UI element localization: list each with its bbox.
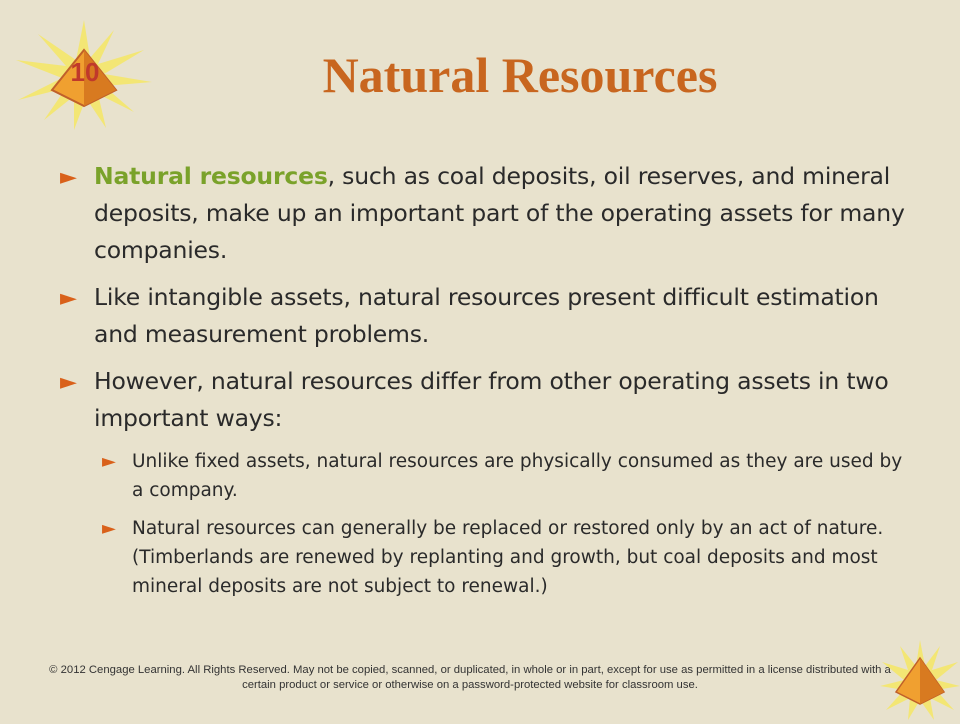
bullet-item [60,363,910,437]
bullet-term: Natural resources [94,162,328,190]
bullet-arrow-icon: ► [60,286,77,311]
bullet-item [60,158,910,269]
bullet-text: However, natural resources differ from other operating assets in two important ways: [94,367,889,432]
subbullet-text: Unlike fixed assets, natural resources are physically consumed as they are used by a company. [132,451,903,501]
bullet-text: , such as coal deposits, oil reserves, and mineral deposits, make up an important part of the operating assets for many companies. [94,162,905,264]
slide-title: Natural Resources [322,47,718,103]
bullet-arrow-icon: ► [102,451,116,472]
subbullet-item [102,514,910,601]
subbullet-list [102,447,910,601]
subbullet-item [102,447,910,505]
chapter-number: 10 [70,57,100,87]
copyright-footer: © 2012 Cengage Learning. All Rights Reserved. May not be copied, scanned, or duplicated, in whole or in part, except for use as permitted in a license distributed with a certain product or service or otherwise on a password-protected website for classroom use. [49,664,891,691]
slide-content [60,158,910,610]
bullet-arrow-icon: ► [60,370,77,395]
bullet-arrow-icon: ► [60,165,77,190]
bullet-item [60,279,910,353]
bullet-text: Like intangible assets, natural resources present difficult estimation and measurement problems. [94,283,879,348]
subbullet-text: Natural resources can generally be replaced or restored only by an act of nature. (Timberlands are renewed by replanting and growth, but coal deposits and most mineral deposits are not subject to renewal.) [132,518,884,597]
bullet-arrow-icon: ► [102,518,116,539]
pyramid-nav-icon [880,640,960,720]
home-nav-button[interactable] [880,640,960,720]
